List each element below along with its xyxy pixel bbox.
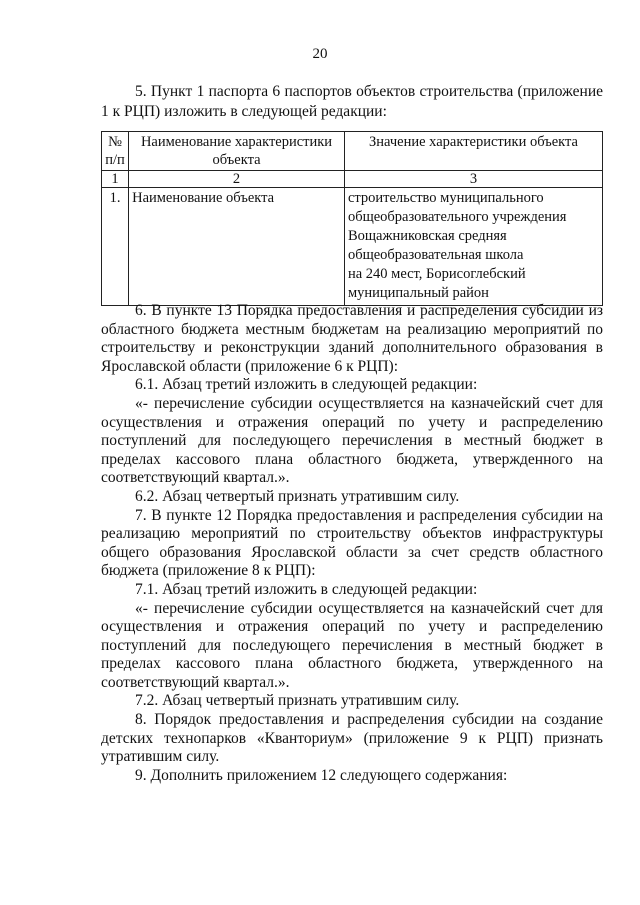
row-value-line: строительство муниципального	[347, 190, 544, 206]
column-number-1: 1	[102, 171, 129, 188]
row-value-line: Вощажниковская средняя	[347, 228, 507, 244]
column-number-row	[102, 171, 603, 188]
header-number: № п/п	[102, 132, 129, 171]
paragraph-8: 8. Порядок предоставления и распределения субсидии на создание детских технопарков «Кванториум» (приложение 9 к РЦП) признать утратившим силу.	[101, 711, 603, 766]
intro-paragraph: 5. Пункт 1 паспорта 6 паспортов объектов строительства (приложение 1 к РЦП) изложить в следующей редакции:	[101, 83, 603, 120]
row-value	[344, 188, 602, 306]
paragraph-7-1-quote: «- перечисление субсидии осуществляется на казначейский счет для осуществления и отражения операций по учету и распределению поступлений для последующего перечисления в местный бюджет в пределах кассового плана областного бюджета, утвержденного на соответствующий квартал.».	[101, 599, 603, 691]
page-number: 20	[312, 46, 328, 62]
column-number-3: 3	[344, 171, 602, 188]
header-characteristic-name: Наименование характеристики объекта	[129, 132, 345, 171]
row-value-line: муниципальный район	[347, 285, 489, 301]
paragraph-6-1-quote: «- перечисление субсидии осуществляется на казначейский счет для осуществления и отражения операций по учету и распределению поступлений для последующего перечисления в местный бюджет в пределах кассового плана областного бюджета, утвержденного на соответствующий квартал.».	[101, 394, 603, 487]
paragraph-9: 9. Дополнить приложением 12 следующего содержания:	[135, 766, 508, 784]
document-body	[101, 302, 603, 785]
row-value-line: общеобразовательного учреждения	[347, 209, 567, 225]
row-value-line: общеобразовательная школа	[347, 247, 524, 263]
paragraph-6-1: 6.1. Абзац третий изложить в следующей редакции:	[135, 376, 478, 394]
paragraph-7-2: 7.2. Абзац четвертый признать утратившим силу.	[135, 692, 460, 710]
row-value-line: на 240 мест, Борисоглебский	[347, 266, 526, 282]
header-characteristic-value: Значение характеристики объекта	[344, 132, 602, 171]
paragraph-7-1: 7.1. Абзац третий изложить в следующей редакции:	[135, 580, 478, 598]
paragraph-6: 6. В пункте 13 Порядка предоставления и распределения субсидии из областного бюджета местным бюджетам на реализацию мероприятий по строительству и реконструкции зданий дополнительного образования в Ярославской области (приложение 6 к РЦП):	[101, 302, 603, 375]
column-number-2: 2	[129, 171, 345, 188]
table-header-row	[102, 132, 603, 171]
paragraph-7: 7. В пункте 12 Порядка предоставления и распределения субсидии на реализацию мероприятий по строительству объектов инфраструктуры общего образования Ярославской области за счет средств областного бюджета (приложение 8 к РЦП):	[101, 506, 603, 580]
paragraph-6-2: 6.2. Абзац четвертый признать утратившим силу.	[135, 487, 460, 505]
object-spec-table	[101, 131, 603, 306]
row-name: Наименование объекта	[129, 188, 345, 306]
row-number: 1.	[102, 188, 129, 306]
table-row	[102, 188, 603, 306]
